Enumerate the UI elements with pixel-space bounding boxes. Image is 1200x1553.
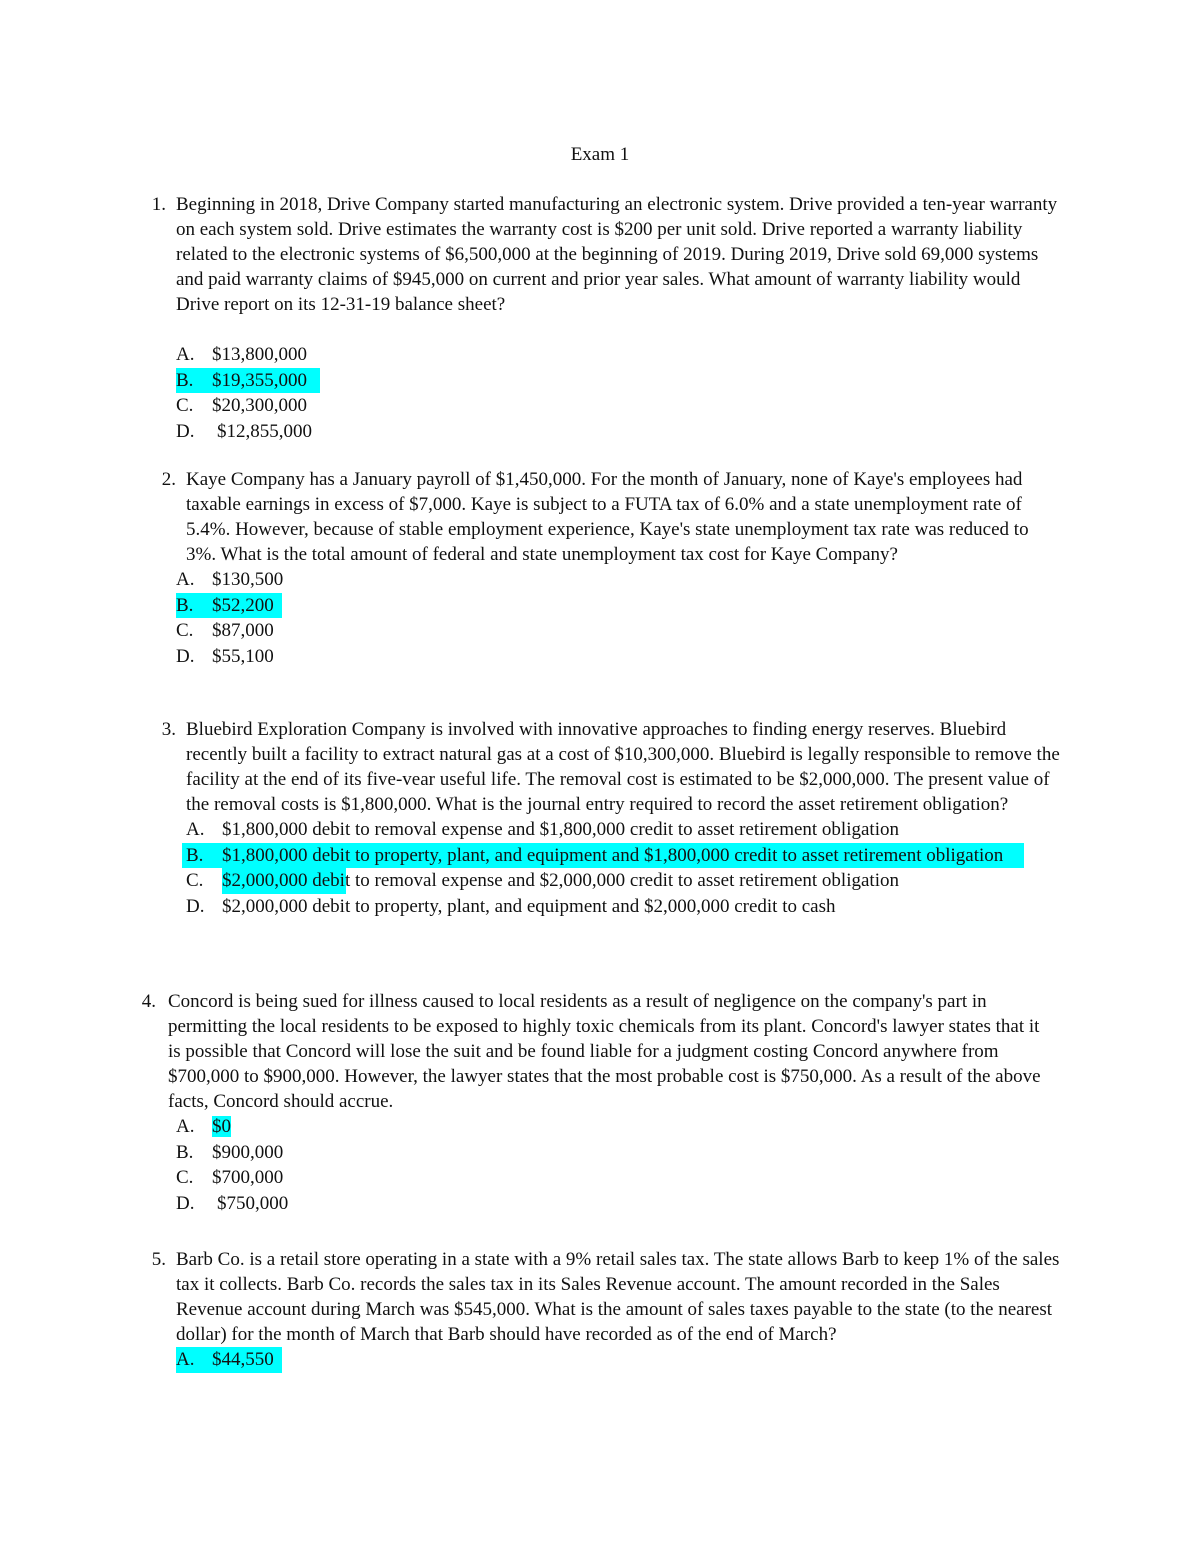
question-number: 2. — [161, 469, 176, 490]
option-text: $2,000,000 debit to property, plant, and equipment and $2,000,000 credit to cash — [222, 895, 836, 917]
option-text: $900,000 — [212, 1141, 284, 1163]
answer-options — [128, 1114, 1048, 1216]
option-text: $19,355,000 — [212, 369, 307, 391]
option-letter: C. — [176, 1167, 194, 1188]
option-letter: C. — [176, 395, 194, 416]
option-a-correct[interactable] — [176, 1114, 1048, 1140]
option-d[interactable] — [176, 1191, 1048, 1217]
option-text: $12,855,000 — [217, 420, 312, 442]
option-c[interactable] — [176, 393, 1060, 419]
option-letter: A. — [176, 569, 195, 590]
option-text: $1,800,000 debit to removal expense and $1,800,000 credit to asset retirement obligation — [222, 819, 899, 840]
question-5 — [140, 1247, 1060, 1373]
option-b-correct[interactable] — [176, 368, 1060, 394]
answer-options — [150, 567, 1050, 669]
option-text — [212, 1114, 1048, 1140]
option-letter: D. — [186, 895, 205, 917]
option-a-correct[interactable] — [176, 1347, 1060, 1373]
option-letter: A. — [176, 1116, 195, 1137]
question-number: 4. — [141, 991, 156, 1012]
option-letter: A. — [176, 1349, 195, 1370]
option-text: $44,550 — [212, 1349, 274, 1370]
option-b-correct[interactable] — [176, 593, 1050, 619]
option-letter: B. — [176, 594, 194, 616]
question-text: Concord is being sued for illness caused to local residents as a result of negligence on the company's part in permitting the local residents to be exposed to highly toxic chemicals from its plant. Concord's lawyer states that it is possible that Concord will lose the suit and be found liable for a judgment costing Concord anywhere from $700,000 to $900,000. However, the lawyer states that the most probable cost is $750,000. As a result of the above facts, Concord should accrue. — [168, 991, 1041, 1112]
question-3 — [150, 717, 1060, 919]
option-c[interactable] — [176, 1165, 1048, 1191]
option-text: $700,000 — [212, 1167, 284, 1188]
option-text: $20,300,000 — [212, 395, 307, 416]
option-text: $52,200 — [212, 594, 274, 616]
question-text: Barb Co. is a retail store operating in a state with a 9% retail sales tax. The state allows Barb to keep 1% of the sales tax it collects. Barb Co. records the sales tax in its Sales Revenue account. The amount recorded in the Sales Revenue account during March was $545,000. What is the amount of sales taxes payable to the state (to the nearest dollar) for the month of March that Barb should have recorded as of the end of March? — [176, 1249, 1060, 1345]
question-2 — [150, 467, 1050, 669]
question-number: 1. — [151, 194, 166, 215]
option-b[interactable] — [176, 1140, 1048, 1166]
option-text: $750,000 — [217, 1192, 289, 1214]
option-letter: A. — [176, 344, 195, 365]
question-number: 5. — [151, 1249, 166, 1270]
option-text: $13,800,000 — [212, 344, 307, 365]
option-letter: A. — [186, 819, 205, 840]
option-c[interactable] — [176, 618, 1050, 644]
option-letter: D. — [176, 645, 195, 667]
option-b-correct[interactable] — [186, 843, 1060, 869]
option-d[interactable] — [186, 894, 1060, 920]
option-letter: B. — [176, 1141, 194, 1163]
option-d[interactable] — [176, 419, 1060, 445]
option-d[interactable] — [176, 644, 1050, 670]
option-text: $87,000 — [212, 620, 274, 641]
option-letter: D. — [176, 420, 195, 442]
option-text: $1,800,000 debit to property, plant, and equipment and $1,800,000 credit to asset retirement obligation — [222, 844, 1004, 866]
option-letter: C. — [186, 870, 204, 891]
question-4 — [128, 989, 1048, 1216]
question-text: Beginning in 2018, Drive Company started manufacturing an electronic system. Drive provided a ten-year warranty on each system sold. Drive estimates the warranty cost is $200 per unit sold. Drive reported a warranty liability related to the electronic systems of $6,500,000 at the beginning of 2019. During 2019, Drive sold 69,000 systems and paid warranty claims of $945,000 on current and prior year sales. What amount of warranty liability would Drive report on its 12-31-19 balance sheet? — [176, 194, 1058, 315]
option-a[interactable] — [186, 817, 1060, 843]
option-letter: B. — [186, 844, 204, 866]
option-c[interactable] — [186, 868, 1060, 894]
question-text: Kaye Company has a January payroll of $1,450,000. For the month of January, none of Kaye's employees had taxable earnings in excess of $7,000. Kaye is subject to a FUTA tax of 6.0% and a state unemployment rate of 5.4%. However, because of stable employment experience, Kaye's state unemployment tax rate was reduced to 3%. What is the total amount of federal and state unemployment tax cost for Kaye Company? — [186, 469, 1029, 565]
option-text: $55,100 — [212, 645, 274, 667]
question-text: Bluebird Exploration Company is involved with innovative approaches to finding energy reserves. Bluebird recently built a facility to extract natural gas at a cost of $10,300,000. Bluebird is legally responsible to remove the facility at the end of its five-vear useful life. The removal cost is estimated to be $2,000,000. The present value of the removal costs is $1,800,000. What is the journal entry required to record the asset retirement obligation? — [186, 719, 1060, 815]
answer-highlight: $0 — [212, 1116, 231, 1137]
option-letter: D. — [176, 1192, 195, 1214]
question-1 — [140, 192, 1060, 444]
answer-options — [140, 1347, 1060, 1373]
question-number: 3. — [161, 719, 176, 740]
option-letter: B. — [176, 369, 194, 391]
option-text: $2,000,000 debit to removal expense and $2,000,000 credit to asset retirement obligation — [222, 870, 899, 891]
page-title: Exam 1 — [570, 144, 630, 165]
option-text: $130,500 — [212, 569, 284, 590]
answer-options — [140, 342, 1060, 444]
answer-options — [150, 817, 1060, 919]
option-a[interactable] — [176, 342, 1060, 368]
option-a[interactable] — [176, 567, 1050, 593]
option-letter: C. — [176, 620, 194, 641]
